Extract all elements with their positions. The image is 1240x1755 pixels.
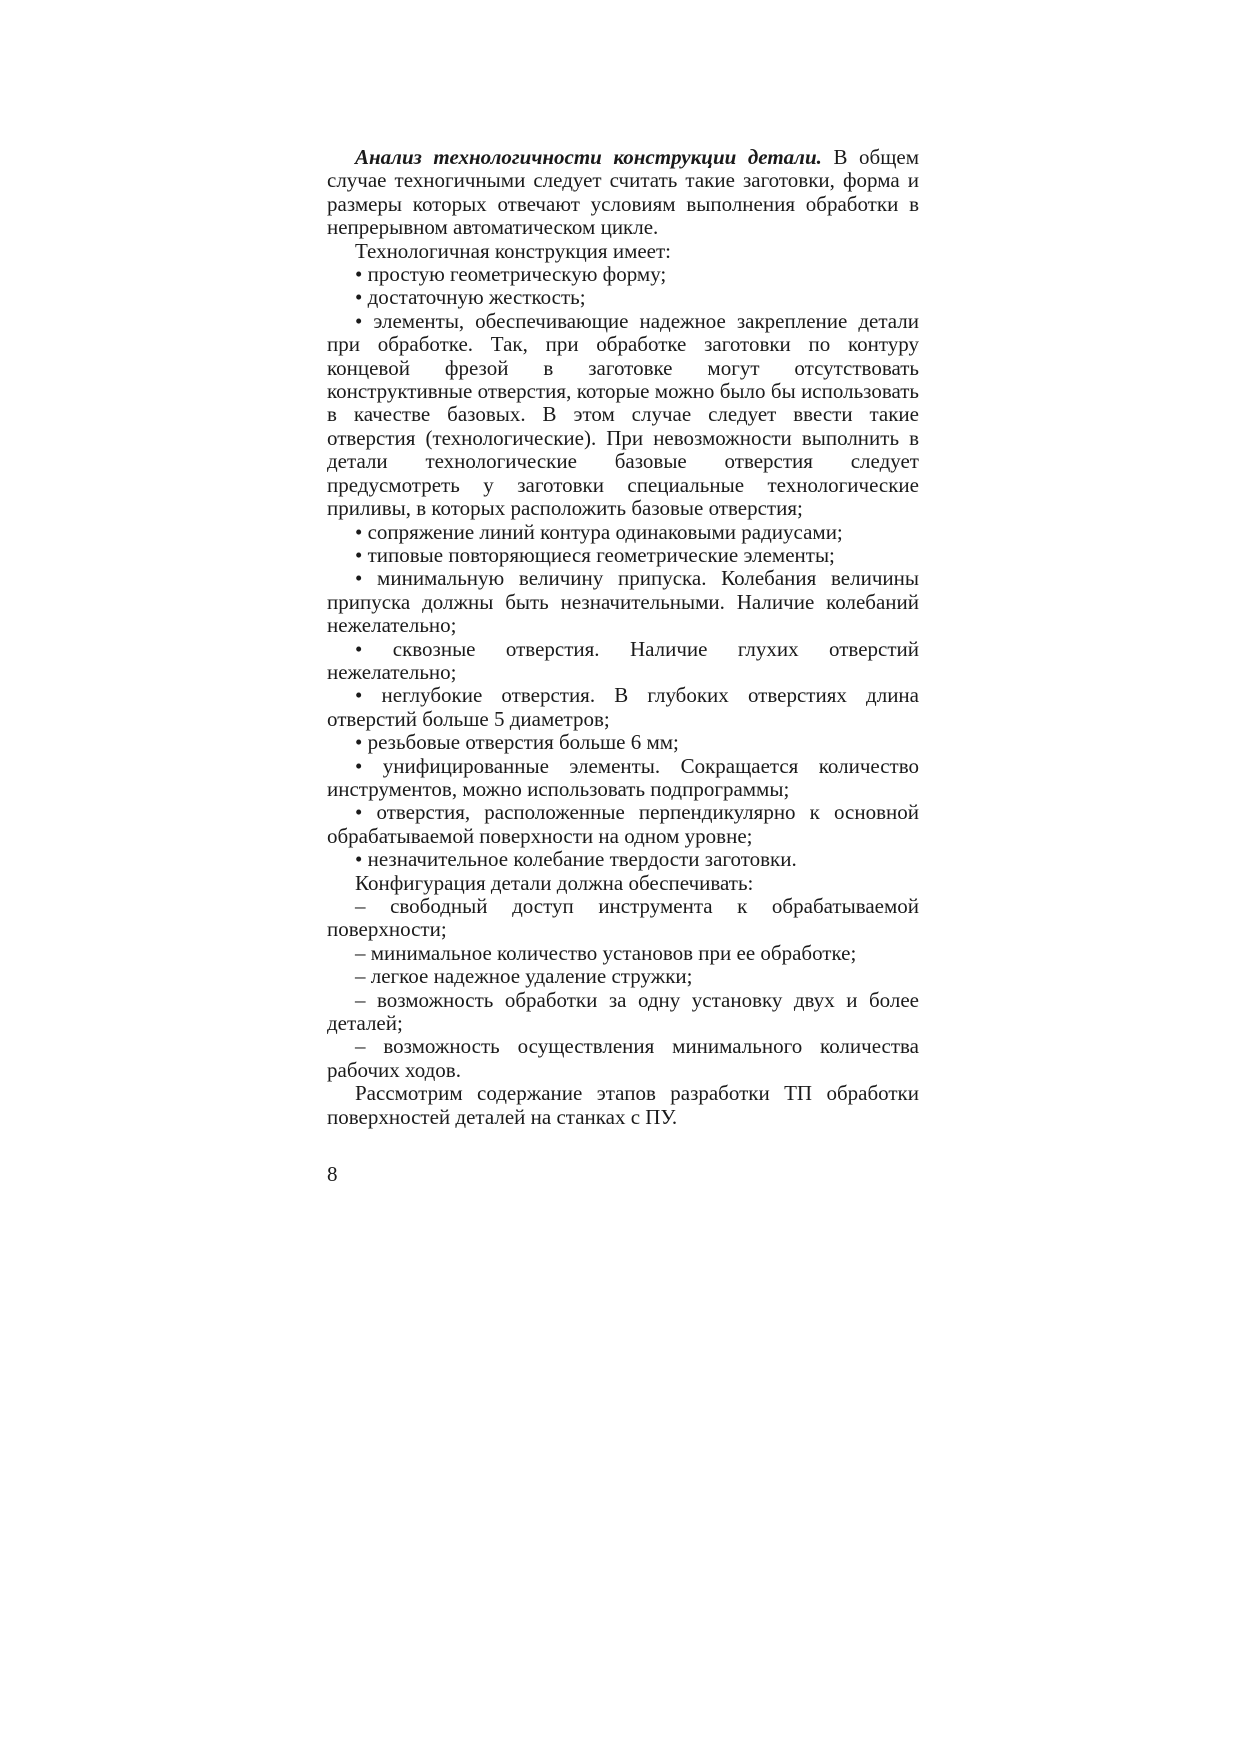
list-item: • незначительное колебание твердости заготовки. [355,847,797,872]
list-item: • достаточную жесткость; [355,285,586,310]
list-item: – возможность обработки за одну установку двух и более деталей; [327,987,919,1036]
intro-paragraph [327,146,919,240]
list-item: – возможность осуществления минимального количества рабочих ходов. [327,1034,919,1082]
list-item: • унифицированные элементы. Сокращается количество инструментов, можно использовать подпрограммы; [327,753,919,801]
body-text [327,146,919,1129]
list-item: • минимальную величину припуска. Колебания величины припуска должны быть незначительными. Наличие колебаний нежелательно; [327,566,919,638]
list-item: – свободный доступ инструмента к обрабатываемой поверхности; [327,894,919,942]
section-heading: Анализ технологичности конструкции детали. [355,145,822,169]
list-item: • резьбовые отверстия больше 6 мм; [355,730,679,755]
paragraph: Технологичная конструкция имеет: [355,238,672,263]
list-item: • элементы, обеспечивающие надежное закрепление детали при обработке. Так, при обработке заготовки по контуру концевой фрезой в заготовке могут отсутствовать конструктивные отверстия, которые можно было бы использовать в качестве базовых. В этом случае следует ввести такие отверстия (технологические). При невозможности выполнить в детали технологические базовые отверстия следует предусмотреть у заготовки специальные технологические приливы, в которых расположить базовые отверстия; [327,308,919,521]
list-item: • типовые повторяющиеся геометрические элементы; [355,542,835,567]
paragraph: Конфигурация детали должна обеспечивать: [355,870,754,895]
list-item: • сопряжение линий контура одинаковыми радиусами; [355,519,843,544]
intro-text: В общем случае техногичными следует считать такие заготовки, форма и размеры которых отвечают условиям выполнения обработки в непрерывном автоматическом цикле. [327,145,919,240]
list-item: • неглубокие отверстия. В глубоких отверстиях длина отверстий больше 5 диаметров; [327,683,919,731]
page-number: 8 [327,1162,338,1186]
paragraph: Рассмотрим содержание этапов разработки ТП обработки поверхностей деталей на станках с ПУ. [327,1081,919,1129]
list-item: • простую геометрическую форму; [355,262,667,287]
list-item: • отверстия, расположенные перпендикулярно к основной обрабатываемой поверхности на одном уровне; [327,800,919,848]
list-item: – минимальное количество установов при ее обработке; [355,940,857,965]
list-item: • сквозные отверстия. Наличие глухих отверстий нежелательно; [327,636,919,684]
list-item: – легкое надежное удаление стружки; [355,964,693,989]
